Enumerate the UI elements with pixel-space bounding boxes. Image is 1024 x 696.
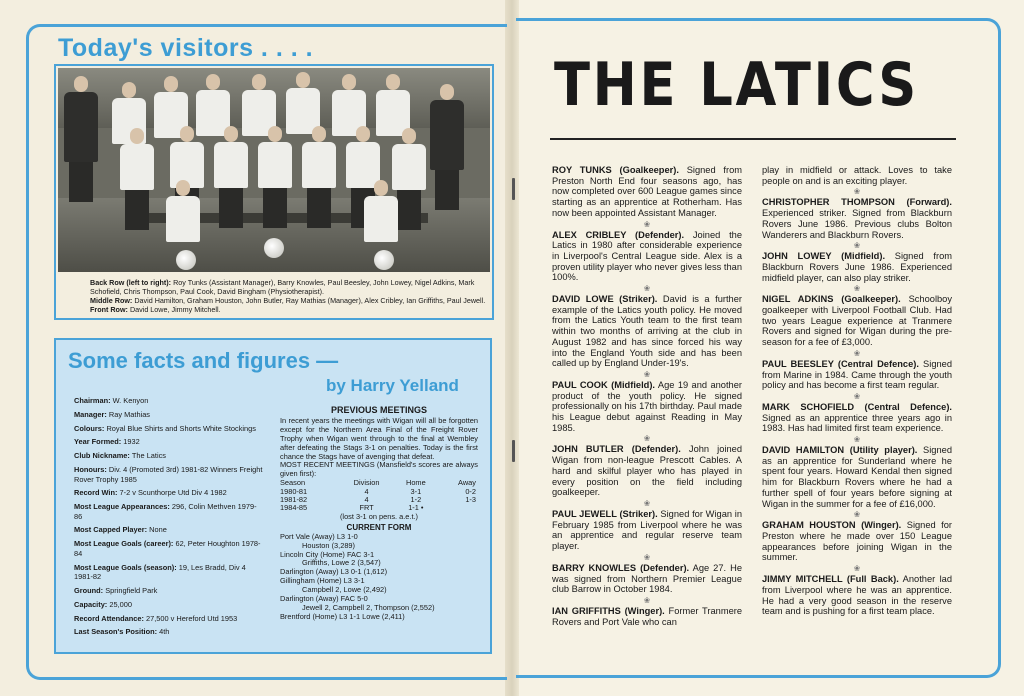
facts-list (74, 396, 264, 641)
player-text: Schoolboy goalkeeper with Liverpool Football Club. Had two years League experience at Tranmere Rovers and signed for Wigan during the pre-season for a fee of £3,000. (762, 294, 952, 348)
meetings-table (280, 479, 476, 513)
player-name: JOHN LOWEY (Midfield). (762, 251, 886, 262)
asterisk-ornament-icon: ❀ (853, 510, 861, 520)
asterisk-ornament-icon: ❀ (643, 369, 651, 379)
facts-title: Some facts and figures — (68, 348, 339, 373)
player-name: CHRISTOPHER THOMPSON (Forward). (762, 197, 952, 208)
title-rule (550, 138, 956, 140)
player-bio (762, 402, 952, 434)
caption-front-row: David Lowe, Jimmy Mitchell. (129, 305, 221, 314)
asterisk-ornament-icon: ❀ (853, 435, 861, 445)
asterisk-ornament-icon: ❀ (643, 552, 651, 562)
player-bio (762, 445, 952, 509)
player-bio (762, 294, 952, 348)
player-bio (552, 294, 742, 369)
fact-value: None (149, 525, 167, 535)
player-name: IAN GRIFFITHS (Winger). (552, 605, 665, 616)
player-bio (552, 509, 742, 552)
form-line: Jewell 2, Campbell 2, Thompson (2,552) (302, 602, 435, 612)
fact-value: 25,000 (109, 599, 132, 609)
fact-key: Most Capped Player: (74, 525, 150, 535)
previous-meetings (280, 406, 478, 622)
player-text: play in midfield or attack. Loves to take people on and is an exciting player. (762, 165, 952, 186)
table-cell: 1-2 (410, 495, 422, 505)
player-bio (552, 563, 742, 595)
player-bio (552, 444, 742, 498)
form-line: Brentford (Home) L3 1-1 Lowe (2,411) (280, 611, 405, 621)
fact-key: Most League Goals (career): (74, 539, 176, 549)
fact-key: Club Nickname: (74, 451, 132, 461)
player-bio (552, 380, 742, 434)
player-text: Signed as an apprentice for Sunderland where he spent four years. Howard Kendal then signed him for Blackburn Rovers where he had a further spell of four years before signing at Wigan in the summer for a fee of £16,000. (762, 445, 952, 509)
asterisk-ornament-icon: ❀ (853, 187, 861, 197)
player-text: Signed for Wigan in February 1985 from Liverpool where he was an apprentice and regular reserve team player. (552, 508, 742, 552)
asterisk-ornament-icon: ❀ (643, 219, 651, 229)
fact-item (74, 627, 264, 637)
staple-bottom (512, 440, 515, 462)
player-name: DAVID HAMILTON (Utility player). (762, 445, 918, 456)
table-cell: 1-3 (465, 495, 476, 505)
table-cell: Home (405, 478, 426, 488)
table-cell: 1980-81 (280, 486, 308, 496)
players-column-2 (762, 165, 952, 617)
asterisk-ornament-icon: ❀ (853, 241, 861, 251)
player-name: PAUL COOK (Midfield). (552, 379, 656, 390)
player-bio (552, 165, 742, 219)
fact-key: Manager: (74, 409, 109, 419)
table-row (280, 496, 476, 504)
player-bio (762, 520, 952, 563)
fact-value: Springfield Park (105, 585, 158, 595)
player-name: DAVID LOWE (Striker). (552, 294, 658, 305)
fact-value: Royal Blue Shirts and Shorts White Stockings (106, 423, 256, 433)
fact-key: Chairman: (74, 396, 113, 405)
player-bio (762, 165, 952, 186)
player-name: MARK SCHOFIELD (Central Defence). (762, 401, 952, 412)
player-text: Joined the Latics in 1980 after considerable experience in Liverpool's Central League side. Alex is a proven utility player who never gives less than 100%. (552, 229, 742, 283)
fact-item (74, 525, 264, 535)
table-cell: 4 (364, 495, 369, 505)
fact-item (74, 465, 264, 484)
asterisk-ornament-icon: ❀ (853, 391, 861, 401)
table-cell: 1984-85 (280, 503, 308, 513)
form-line: Darlington (Away) L3 0-1 (1,612) (280, 567, 388, 577)
asterisk-ornament-icon: ❀ (643, 595, 651, 605)
player-name: ALEX CRIBLEY (Defender). (552, 229, 685, 240)
table-cell: 0-2 (465, 486, 476, 496)
team-photo (58, 68, 490, 272)
fact-item (74, 502, 264, 521)
fact-value: W. Kenyon (112, 396, 149, 405)
table-cell (437, 504, 476, 512)
fact-item (74, 451, 264, 461)
fact-key: Colours: (74, 423, 107, 433)
asterisk-ornament-icon: ❀ (853, 348, 861, 358)
form-line: Port Vale (Away) L3 1-0 (280, 531, 358, 541)
fact-item (74, 488, 264, 498)
player-bio (762, 359, 952, 391)
table-cell: FRT (359, 503, 374, 513)
fact-value: 296, Colin Methven 1979-86 (74, 502, 257, 521)
meetings-text: In recent years the meetings with Wigan will all be forgotten except for the Northern Area Final of the Freight Rover Trophy when Wigan went through to the final at Wembley after defeating the Stags 3-1 on penalties. Today is the first chance the Stags have of avenging that defeat. (280, 415, 478, 461)
fact-key: Capacity: (74, 599, 110, 609)
player-text: Former Tranmere Rovers and Port Vale who can (552, 605, 742, 627)
facts-box (54, 338, 492, 654)
player-text: Age 19 and another product of the youth policy. He signed professionally on his 17th birthday. Paul made his League debut against Reading in May 1985. (552, 379, 742, 433)
fact-key: Honours: (74, 464, 109, 474)
photo-caption: Back Row (left to right): Roy Tunks (Assistant Manager), Barry Knowles, Paul Beesley, John Lowey, Nigel Adkins, Mark Schofield, Chris Thompson, Paul Cook, David Bingham (Physiotherapist). Middle Row: David Hamilton, Graham Houston, John Butler, Ray Mathias (Manager), Alex Cribley, Ian Griffiths, Paul Jewell. Front Row: David Lowe, Jimmy Mitchell. (90, 278, 486, 314)
fact-value: 1932 (123, 437, 140, 447)
players-column-1 (552, 165, 742, 627)
form-line: Darlington (Away) FAC 5-0 (280, 594, 368, 604)
fact-item (74, 539, 264, 558)
latics-title: THE LATICS (554, 50, 919, 120)
team-photo-box (54, 64, 494, 320)
player-bio (762, 197, 952, 240)
player-name: NIGEL ADKINS (Goalkeeper). (762, 294, 901, 305)
table-cell: 3-1 (410, 486, 422, 496)
fact-value: 7-2 v Scunthorpe Utd Div 4 1982 (119, 488, 227, 498)
table-row (280, 479, 476, 487)
table-cell: Away (458, 478, 476, 488)
player-name: JIMMY MITCHELL (Full Back). (762, 574, 899, 585)
recent-heading: MOST RECENT MEETINGS (Mansfield's scores are always given first): (280, 460, 478, 479)
player-text: David is a further example of the Latics youth policy. He moved from the Latics Youth team to the first team within two months of arriving at the club in August 1982 and has since forced his way into the England Youth side and has been called up by England Under-19's. (552, 294, 742, 369)
fact-value: Div. 4 (Promoted 3rd) 1981-82 Winners Freight Rover Trophy 1985 (74, 464, 263, 484)
player-text: John joined Wigan from non-league Prescott Cables. A hard and skilful player who has played in every position on the field including goalkeeper. (552, 444, 742, 498)
fact-key: Ground: (74, 585, 106, 595)
player-name: GRAHAM HOUSTON (Winger). (762, 520, 902, 531)
fact-key: Year Formed: (74, 437, 124, 447)
player-name: PAUL BEESLEY (Central Defence). (762, 358, 919, 369)
fact-value: The Latics (131, 451, 167, 461)
asterisk-ornament-icon: ❀ (643, 284, 651, 294)
table-cell: 1981-82 (280, 495, 308, 505)
player-bio (552, 230, 742, 284)
fact-item (74, 586, 264, 596)
fact-item (74, 437, 264, 447)
form-list (280, 533, 478, 622)
form-line: Griffiths, Lowe 2 (3,547) (302, 558, 381, 568)
player-bio (552, 606, 742, 627)
asterisk-ornament-icon: ❀ (643, 434, 651, 444)
meetings-title: PREVIOUS MEETINGS (330, 405, 428, 415)
fact-item (74, 563, 264, 582)
fact-key: Record Win: (74, 488, 120, 498)
fact-key: Last Season's Position: (74, 627, 160, 637)
table-cell: 4 (364, 486, 369, 496)
player-name: BARRY KNOWLES (Defender). (552, 562, 690, 573)
fact-key: Record Attendance: (74, 613, 147, 623)
fact-item (74, 600, 264, 610)
table-cell: Division (353, 478, 380, 488)
player-text: Signed for Preston where he made over 150 League appearances before joining Wigan in the summer. (762, 520, 953, 563)
asterisk-ornament-icon: ❀ (853, 284, 861, 294)
asterisk-ornament-icon: ❀ (853, 564, 861, 574)
player-text: Experienced striker. Signed from Blackburn Rovers June 1986. Previous clubs Bolton Wanderers and Blackburn Rovers. (762, 208, 952, 240)
form-line: Houston (3,289) (302, 540, 355, 550)
table-cell: 1-1 • (408, 503, 424, 513)
form-line: Gillingham (Home) L3 3-1 (280, 576, 365, 586)
player-name: ROY TUNKS (Goalkeeper). (552, 165, 679, 175)
fact-key: Most League Goals (season): (74, 562, 179, 572)
table-row (280, 488, 476, 496)
form-line: Campbell 2, Lowe (2,492) (302, 585, 387, 595)
caption-middle-row: David Hamilton, Graham Houston, John Butler, Ray Mathias (Manager), Alex Cribley, Ian Griffiths, Paul Jewell. (134, 296, 486, 305)
player-bio (762, 574, 952, 617)
player-name: PAUL JEWELL (Striker). (552, 508, 658, 519)
player-text: Signed from Blackburn Rovers June 1986. Experienced midfield player, can also play striker. (762, 251, 952, 283)
fact-item (74, 424, 264, 434)
fact-item (74, 614, 264, 624)
player-bio (762, 251, 952, 283)
player-text: Signed from Preston North End four seasons ago, has now completed over 600 League games since starting as an apprentice at Rotherham. Has now been appointed Assistant Manager. (552, 165, 742, 218)
fact-value: Ray Mathias (108, 409, 150, 419)
caption-back-row: Roy Tunks (Assistant Manager), Barry Knowles, Paul Beesley, John Lowey, Nigel Adkins, Mark Schofield, Chris Thompson, Paul Cook, David Bingham (Physiotherapist). (90, 278, 475, 296)
player-text: Age 27. He was signed from Northern Premier League club Barrow in October 1984. (552, 562, 742, 595)
form-line: Lincoln City (Home) FAC 3-1 (280, 549, 375, 559)
visitors-title: Today's visitors . . . . (58, 34, 314, 62)
fact-key: Most League Appearances: (74, 502, 172, 512)
fact-item (74, 396, 264, 406)
table-note: (lost 3-1 on pens. a.e.t.) (339, 511, 419, 521)
fact-value: 27,500 v Hereford Utd 1953 (146, 613, 238, 623)
fact-value: 4th (159, 627, 170, 637)
facts-author: by Harry Yelland (326, 376, 459, 395)
form-title: CURRENT FORM (346, 522, 412, 532)
player-text: Another lad from Liverpool where he was an apprentice. He had a very good season in the reserve team and is pushing for a first team place. (762, 574, 953, 617)
asterisk-ornament-icon: ❀ (643, 498, 651, 508)
staple-top (512, 178, 515, 200)
table-cell: Season (280, 478, 306, 488)
fact-value: 62, Peter Houghton 1978-84 (74, 539, 261, 558)
fact-value: 19, Les Bradd, Div 4 1981-82 (74, 562, 246, 582)
player-name: JOHN BUTLER (Defender). (552, 444, 681, 455)
fact-item (74, 410, 264, 420)
player-text: Signed from Marine in 1984. Came through the youth policy and has become a first team regular. (762, 358, 952, 391)
player-text: Signed as an apprentice three years ago in 1983. Has had limited first team experience. (762, 412, 952, 434)
